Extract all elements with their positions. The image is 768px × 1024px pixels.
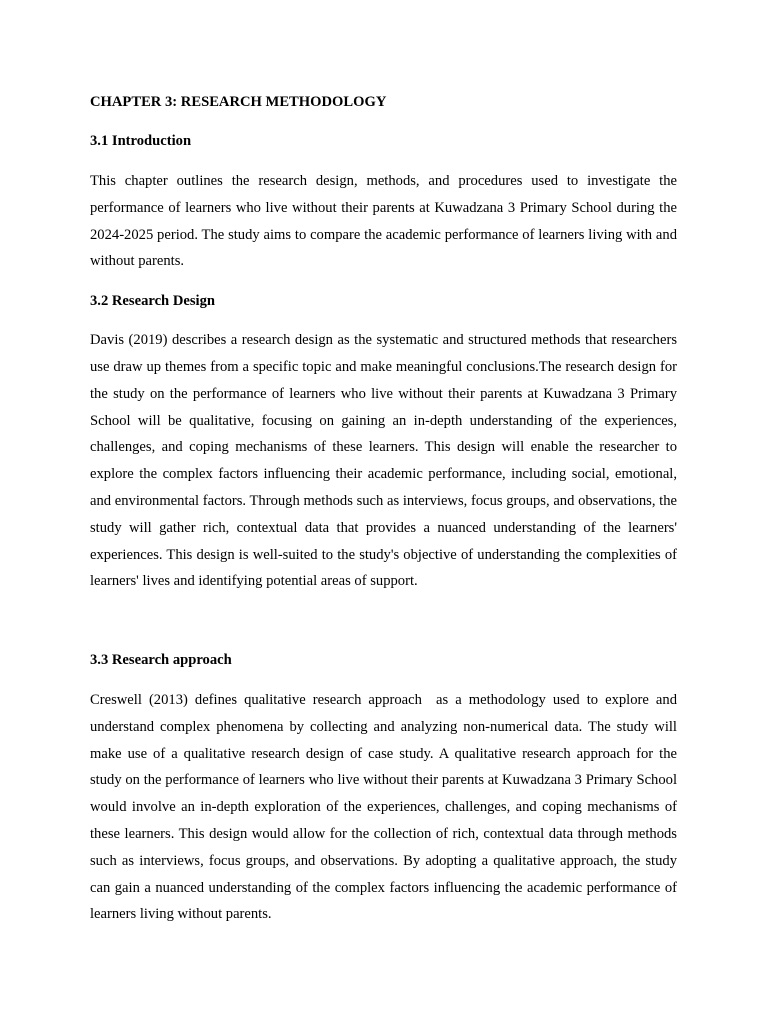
section-heading-introduction: 3.1 Introduction [90, 133, 192, 150]
section-heading-research-approach: 3.3 Research approach [90, 652, 232, 669]
paragraph-research-design: Davis (2019) describes a research design as the systematic and structured methods that researchers use draw up themes from a specific topic and make meaningful conclusions.The research design for the study on the performance of learners who live without their parents at Kuwadzana 3 Primary School will be qualitative, focusing on gaining an in-depth understanding of the experiences, challenges, and coping mechanisms of these learners. This design will enable the researcher to explore the complex factors influencing their academic performance, including social, emotional, and environmental factors. Through methods such as interviews, focus groups, and observations, the study will gather rich, contextual data that provides a nuanced understanding of the learners' experiences. This design is well-suited to the study's objective of understanding the complexities of learners' lives and identifying potential areas of support. [90, 332, 677, 590]
paragraph-research-approach: Creswell (2013) defines qualitative research approach as a methodology used to explore and understand complex phenomena by collecting and analyzing non-numerical data. The study will make use of a qualitative research design of case study. A qualitative research approach for the study on the performance of learners who live without their parents at Kuwadzana 3 Primary School would involve an in-depth exploration of the experiences, challenges, and coping mechanisms of these learners. This design would allow for the collection of rich, contextual data through methods such as interviews, focus groups, and observations. By adopting a qualitative approach, the study can gain a nuanced understanding of the complex factors influencing the academic performance of learners living without parents. [90, 691, 681, 923]
document-body [90, 89, 681, 941]
section-heading-research-design: 3.2 Research Design [90, 292, 215, 309]
chapter-title: CHAPTER 3: RESEARCH METHODOLOGY [90, 94, 387, 110]
paragraph-introduction: This chapter outlines the research design, methods, and procedures used to investigate the performance of learners who live without their parents at Kuwadzana 3 Primary School during the 2024-2025 period. The study aims to compare the academic performance of learners living with and without parents. [90, 172, 677, 270]
